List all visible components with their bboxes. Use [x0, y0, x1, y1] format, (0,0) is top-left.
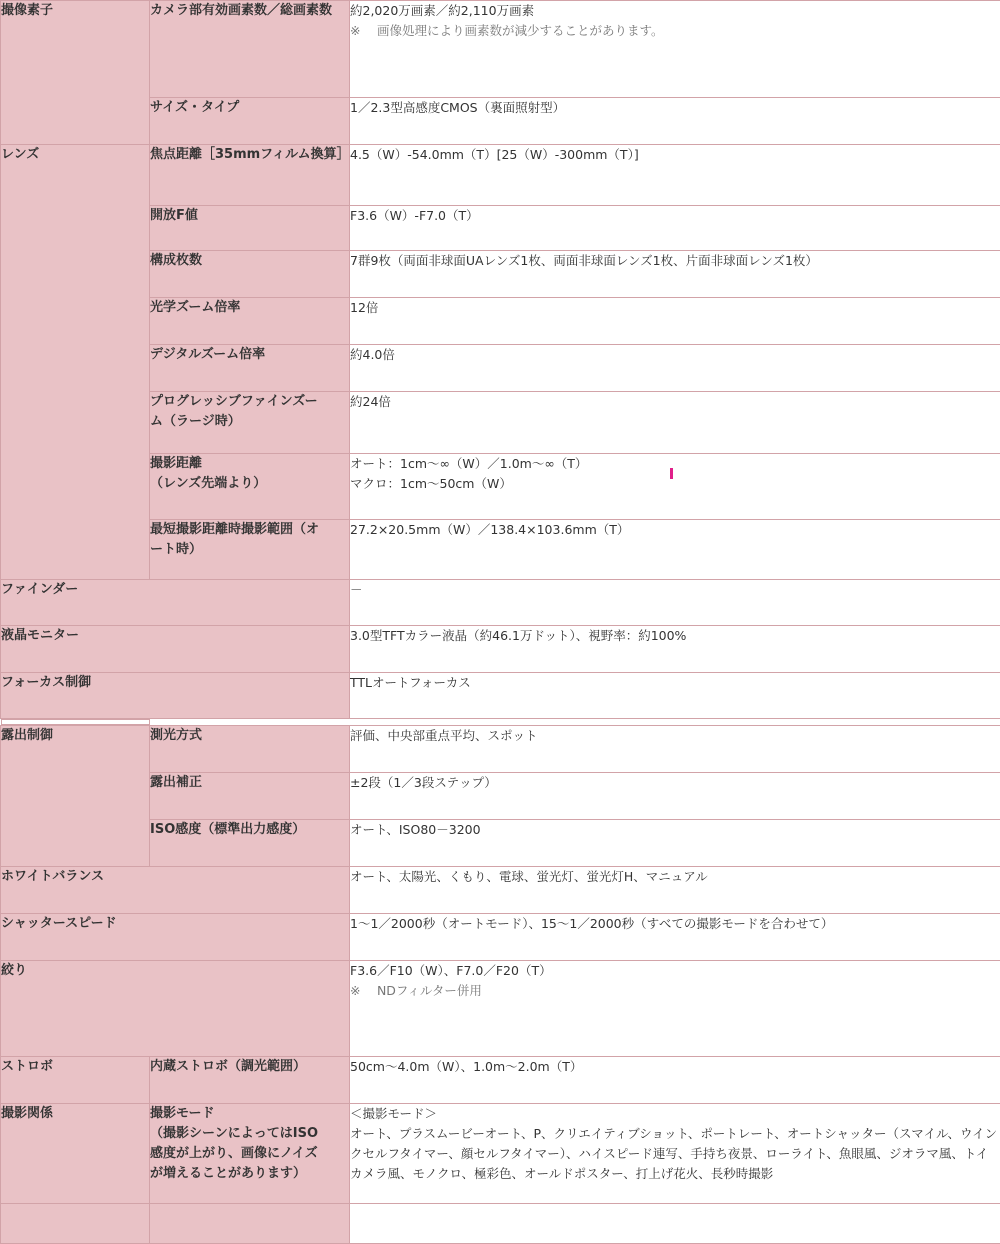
row-lens-progressive-zoom [1, 392, 1000, 454]
distance-label-line-2: （レンズ先端より） [150, 474, 349, 494]
distance-auto: オート：1cm〜∞（W）／1.0m〜∞（T） [350, 454, 1000, 474]
row-lens-distance [1, 454, 1000, 520]
row-finder [1, 580, 1000, 626]
row-sensor-size [1, 98, 1000, 145]
shooting-mode-label-line-1: 撮影モード [150, 1104, 349, 1124]
value-lens-elements: 7群9枚（両面非球面UAレンズ1枚、両面非球面レンズ1枚、片面非球面レンズ1枚） [350, 251, 1000, 298]
distance-label-line-1: 撮影距離 [150, 454, 349, 474]
label-exposure-compensation: 露出補正 [150, 773, 350, 820]
row-lcd [1, 626, 1000, 673]
value-white-balance: オート、太陽光、くもり、電球、蛍光灯、蛍光灯H、マニュアル [350, 867, 1000, 914]
row-sensor-pixels [1, 1, 1000, 98]
label-metering: 測光方式 [150, 726, 350, 773]
label-focal-length: 焦点距離［35mmフィルム換算］ [150, 145, 350, 206]
label-min-range [150, 520, 350, 580]
value-effective-pixels [350, 1, 1000, 98]
row-exposure-iso [1, 820, 1000, 867]
progressive-zoom-label-line-2: ム（ラージ時） [150, 412, 349, 432]
category-lens: レンズ [1, 145, 150, 580]
category-shooting-cont [1, 1204, 150, 1244]
value-digital-zoom: 約4.0倍 [350, 345, 1000, 392]
progressive-zoom-label-line-1: プログレッシブファインズー [150, 392, 349, 412]
category-white-balance: ホワイトバランス [1, 867, 350, 914]
section-gap [1, 719, 1000, 726]
value-metering: 評価、中央部重点平均、スポット [350, 726, 1000, 773]
row-lens-aperture [1, 206, 1000, 251]
row-exposure-metering [1, 726, 1000, 773]
row-iris [1, 961, 1000, 1057]
label-iso: ISO感度（標準出力感度） [150, 820, 350, 867]
value-iso: オート、ISO80－3200 [350, 820, 1000, 867]
value-focus-control: TTLオートフォーカス [350, 673, 1000, 719]
category-strobe: ストロボ [1, 1057, 150, 1104]
row-focus [1, 673, 1000, 719]
label-lens-elements: 構成枚数 [150, 251, 350, 298]
text-cursor-icon [670, 468, 673, 479]
value-progressive-zoom: 約24倍 [350, 392, 1000, 454]
row-lens-digital-zoom [1, 345, 1000, 392]
row-lens-min-range [1, 520, 1000, 580]
label-max-aperture: 開放F値 [150, 206, 350, 251]
shooting-mode-label-line-2: （撮影シーンによってはISO [150, 1124, 349, 1144]
row-lens-elements [1, 251, 1000, 298]
label-sensor-size: サイズ・タイプ [150, 98, 350, 145]
value-shooting-distance [350, 454, 1000, 520]
table-gap [1, 719, 150, 725]
value-optical-zoom: 12倍 [350, 298, 1000, 345]
category-sensor: 撮像素子 [1, 1, 150, 145]
category-finder: ファインダー [1, 580, 350, 626]
iris-note: ※ NDフィルター併用 [350, 981, 1000, 1001]
shooting-mode-label-line-3: 感度が上がり、画像にノイズ [150, 1144, 349, 1164]
label-progressive-zoom [150, 392, 350, 454]
value-shooting-mode [350, 1104, 1000, 1204]
value-max-aperture: F3.6（W）-F7.0（T） [350, 206, 1000, 251]
label-shooting-distance [150, 454, 350, 520]
row-exposure-compensation [1, 773, 1000, 820]
value-lcd-monitor: 3.0型TFTカラー液晶（約46.1万ドット）、視野率：約100% [350, 626, 1000, 673]
min-range-label-line-1: 最短撮影距離時撮影範囲（オ [150, 520, 349, 540]
row-strobe [1, 1057, 1000, 1104]
category-exposure: 露出制御 [1, 726, 150, 867]
value-min-range: 27.2×20.5mm（W）／138.4×103.6mm（T） [350, 520, 1000, 580]
label-optical-zoom: 光学ズーム倍率 [150, 298, 350, 345]
category-shutter-speed: シャッタースピード [1, 914, 350, 961]
label-effective-pixels: カメラ部有効画素数／総画素数 [150, 1, 350, 98]
category-lcd-monitor: 液晶モニター [1, 626, 350, 673]
row-shooting-next [1, 1204, 1000, 1244]
label-digital-zoom: デジタルズーム倍率 [150, 345, 350, 392]
shooting-mode-heading: ＜撮影モード＞ [350, 1104, 1000, 1124]
label-built-in-strobe: 内蔵ストロボ（調光範囲） [150, 1057, 350, 1104]
shooting-mode-list: オート、プラスムービーオート、P、クリエイティブショット、ポートレート、オートシャッター（スマイル、ウインクセルフタイマー、顔セルフタイマー）、ハイスピード連写、手持ち夜景、ローライト、魚眼風、ジオラマ風、トイカメラ風、モノクロ、極彩色、オールドポスター、打上げ花火、長秒時撮影 [350, 1124, 1000, 1184]
label-shooting-mode [150, 1104, 350, 1204]
row-lens-optical-zoom [1, 298, 1000, 345]
category-iris: 絞り [1, 961, 350, 1057]
pixels-text: 約2,020万画素／約2,110万画素 [350, 1, 1000, 21]
value-finder: － [350, 580, 1000, 626]
category-focus-control: フォーカス制御 [1, 673, 350, 719]
category-shooting: 撮影関係 [1, 1104, 150, 1204]
value-exposure-compensation: ±2段（1／3段ステップ） [350, 773, 1000, 820]
shooting-mode-label-line-4: が増えることがあります） [150, 1164, 349, 1184]
value-iris [350, 961, 1000, 1057]
row-shooting-mode [1, 1104, 1000, 1204]
row-white-balance [1, 867, 1000, 914]
label-shooting-next [150, 1204, 350, 1244]
value-shutter-speed: 1〜1／2000秒（オートモード）、15〜1／2000秒（すべての撮影モードを合わせて） [350, 914, 1000, 961]
min-range-label-line-2: ート時） [150, 540, 349, 560]
pixels-note: ※ 画像処理により画素数が減少することがあります。 [350, 21, 1000, 41]
value-built-in-strobe: 50cm〜4.0m（W）、1.0m〜2.0m（T） [350, 1057, 1000, 1104]
value-sensor-size: 1／2.3型高感度CMOS（裏面照射型） [350, 98, 1000, 145]
row-lens-focal [1, 145, 1000, 206]
distance-macro: マクロ：1cm〜50cm（W） [350, 474, 1000, 494]
value-focal-length: 4.5（W）-54.0mm（T）[25（W）-300mm（T）] [350, 145, 1000, 206]
row-shutter-speed [1, 914, 1000, 961]
value-shooting-next [350, 1204, 1000, 1244]
iris-text: F3.6／F10（W）、F7.0／F20（T） [350, 961, 1000, 981]
